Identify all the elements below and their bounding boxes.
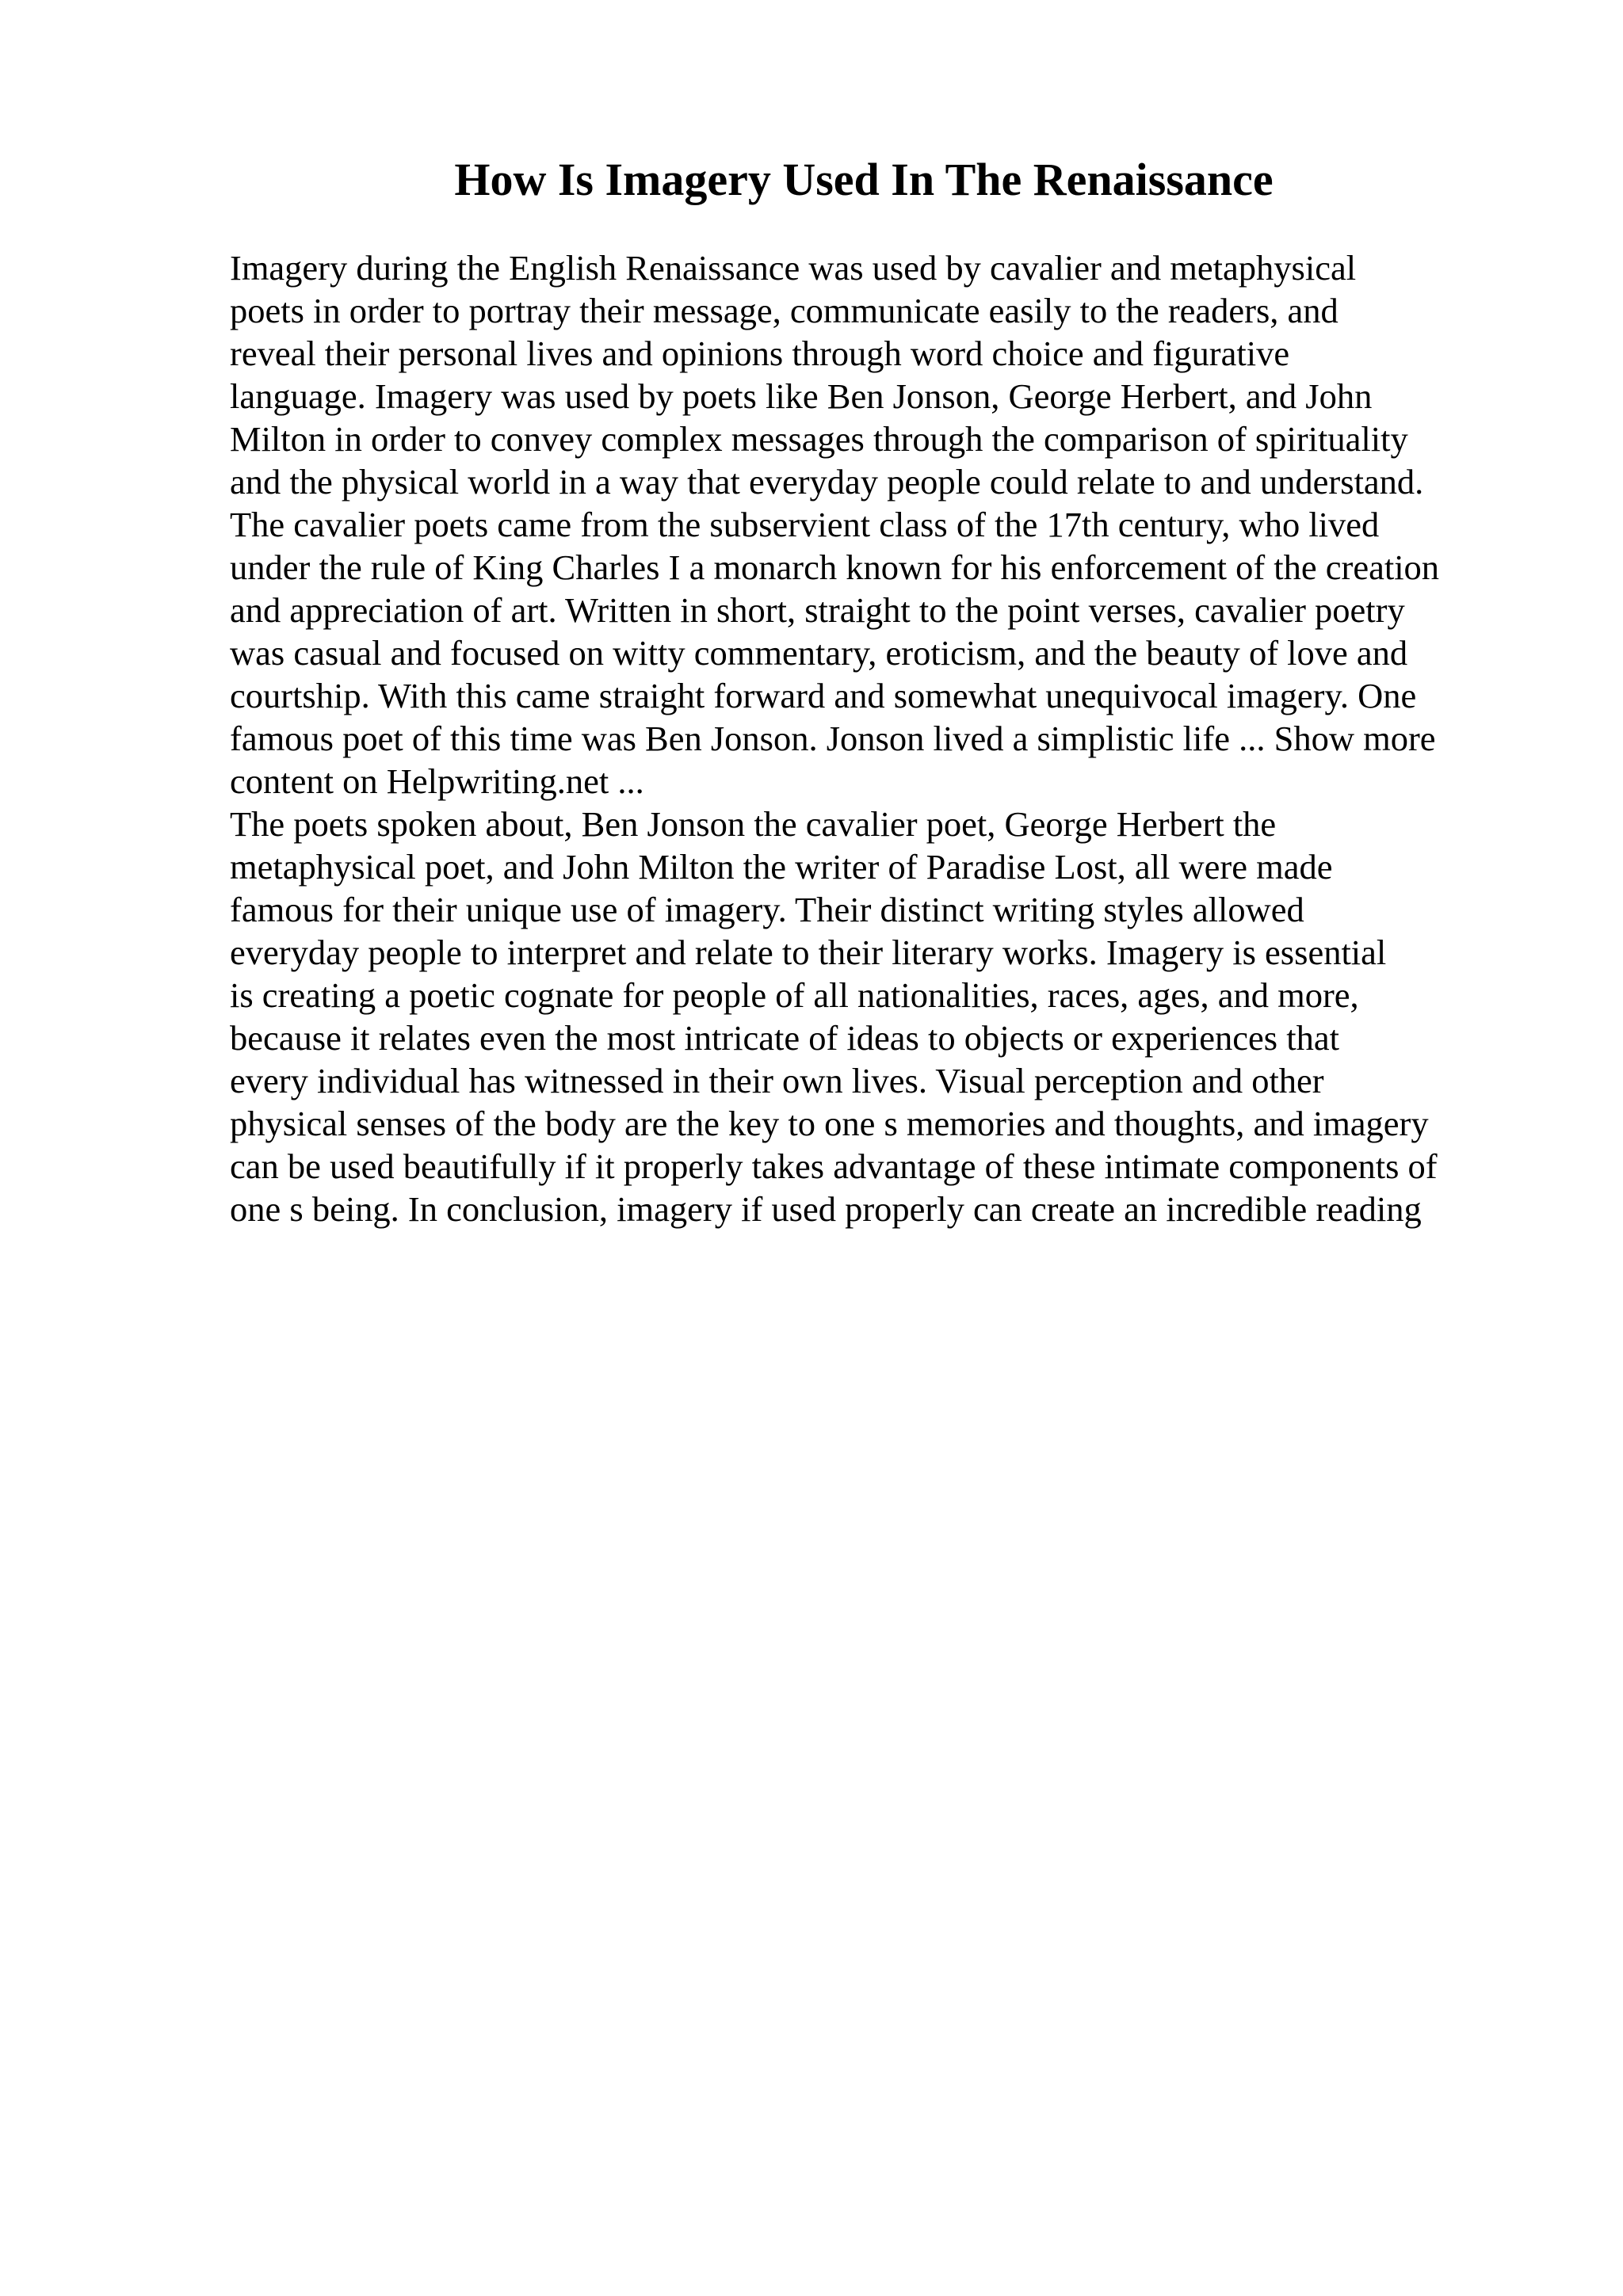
body-line: reveal their personal lives and opinions through word choice and figurative	[230, 334, 1290, 373]
body-line: Imagery during the English Renaissance was used by cavalier and metaphysical	[230, 248, 1357, 288]
document-body	[230, 246, 1514, 1230]
body-line: physical senses of the body are the key to one s memories and thoughts, and imagery	[230, 1104, 1429, 1143]
body-line: metaphysical poet, and John Milton the writer of Paradise Lost, all were made	[230, 847, 1333, 887]
body-line: can be used beautifully if it properly takes advantage of these intimate components of	[230, 1146, 1438, 1186]
body-line: poets in order to portray their message, communicate easily to the readers, and	[230, 291, 1338, 330]
body-line: because it relates even the most intricate of ideas to objects or experiences that	[230, 1018, 1339, 1058]
document-title: How Is Imagery Used In The Renaissance	[454, 154, 1274, 205]
body-line: famous poet of this time was Ben Jonson. Jonson lived a simplistic life ... Show more	[230, 719, 1436, 758]
body-line: was casual and focused on witty commentary, eroticism, and the beauty of love and	[230, 633, 1408, 673]
body-line: and the physical world in a way that everyday people could relate to and understand.	[230, 462, 1424, 502]
body-line: courtship. With this came straight forward and somewhat unequivocal imagery. One	[230, 676, 1417, 715]
body-line: is creating a poetic cognate for people of all nationalities, races, ages, and more,	[230, 975, 1359, 1015]
body-line: one s being. In conclusion, imagery if used properly can create an incredible reading	[230, 1189, 1422, 1229]
body-line: and appreciation of art. Written in short, straight to the point verses, cavalier poetry	[230, 590, 1405, 630]
body-line: The cavalier poets came from the subservient class of the 17th century, who lived	[230, 505, 1380, 544]
body-line: The poets spoken about, Ben Jonson the cavalier poet, George Herbert the	[230, 804, 1277, 844]
body-line: everyday people to interpret and relate to their literary works. Imagery is essential	[230, 933, 1387, 972]
body-line: language. Imagery was used by poets like Ben Jonson, George Herbert, and John	[230, 376, 1373, 416]
body-line: content on Helpwriting.net ...	[230, 761, 644, 801]
body-line: Milton in order to convey complex messages through the comparison of spirituality	[230, 419, 1408, 459]
body-line: every individual has witnessed in their own lives. Visual perception and other	[230, 1061, 1324, 1100]
body-line: under the rule of King Charles I a monarch known for his enforcement of the creation	[230, 547, 1440, 587]
body-line: famous for their unique use of imagery. Their distinct writing styles allowed	[230, 890, 1304, 929]
